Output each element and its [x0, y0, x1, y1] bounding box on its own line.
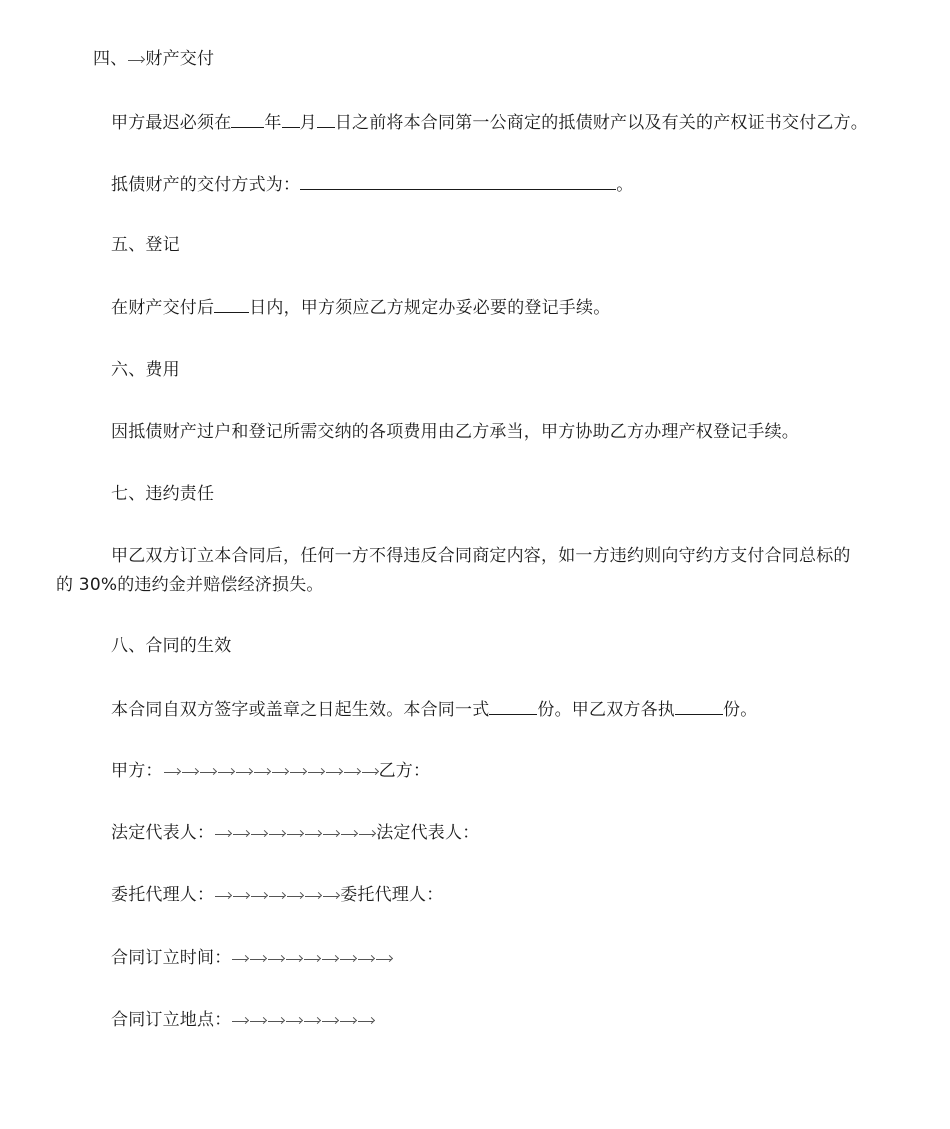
section-4-heading: [93, 47, 214, 71]
tab-arrow-icon: [343, 766, 361, 776]
tab-arrow-icon: [357, 1015, 375, 1025]
tab-arrow-icon: [304, 890, 322, 900]
text-segment: 月: [299, 113, 317, 133]
representative-signature-line: [111, 821, 479, 845]
text-segment: 本合同自双方签字或盖章之日起生效。本合同一式: [111, 700, 490, 720]
text-segment: 份。甲乙双方各执: [537, 700, 676, 720]
days-blank: [214, 295, 249, 313]
section-6-heading: 六、费用: [111, 360, 180, 380]
tab-arrow-icon: [232, 828, 250, 838]
tab-arrow-icon: [163, 766, 181, 776]
fees-paragraph: 因抵债财产过户和登记所需交纳的各项费用由乙方承当，甲方协助乙方办理产权登记手续。: [111, 422, 799, 442]
tab-arrow-icon: [289, 766, 307, 776]
tab-arrow-icon: [235, 766, 253, 776]
text-segment: 在财产交付后: [111, 298, 215, 318]
tab-arrow-icon: [217, 766, 235, 776]
tab-arrows-icon: [231, 946, 393, 970]
agent-b-label: 委托代理人：: [340, 885, 444, 905]
agent-signature-line: [111, 883, 443, 907]
tab-arrow-icon: [127, 47, 145, 71]
tab-arrow-icon: [303, 953, 321, 963]
tab-arrow-icon: [214, 890, 232, 900]
delivery-method-paragraph: [111, 172, 633, 197]
signing-time-label: 合同订立时间：: [111, 948, 232, 968]
signing-place-label: 合同订立地点：: [111, 1010, 232, 1030]
tab-arrow-icon: [361, 766, 379, 776]
tab-arrow-icon: [232, 890, 250, 900]
tab-arrow-icon: [321, 953, 339, 963]
copies-blank: [489, 697, 537, 715]
tab-arrows-icon: [231, 1008, 375, 1032]
section-7-heading: 七、违约责任: [111, 484, 215, 504]
tab-arrow-icon: [357, 953, 375, 963]
tab-arrow-icon: [267, 1015, 285, 1025]
tab-arrows-icon: [214, 883, 340, 907]
party-b-label: 乙方：: [378, 761, 431, 781]
agent-a-label: 委托代理人：: [111, 885, 215, 905]
tab-arrow-icon: [286, 828, 304, 838]
section-4-title: 财产交付: [145, 49, 215, 69]
tab-arrow-icon: [271, 766, 289, 776]
breach-paragraph-line-2: 的 30%的违约金并赔偿经济损失。: [56, 575, 324, 595]
tab-arrow-icon: [231, 1015, 249, 1025]
each-copies-blank: [675, 697, 723, 715]
text-segment: 年: [264, 113, 282, 133]
tab-arrow-icon: [250, 890, 268, 900]
section-5-heading: 五、登记: [111, 235, 180, 255]
breach-paragraph-line-1: 甲乙双方订立本合同后，任何一方不得违反合同商定内容，如一方违约则向守约方支付合同总标的: [111, 546, 851, 566]
delivery-deadline-paragraph: [111, 110, 868, 135]
tab-arrow-icon: [267, 953, 285, 963]
rep-a-label: 法定代表人：: [111, 823, 215, 843]
text-segment: 甲方最迟必须在: [111, 113, 232, 133]
tab-arrow-icon: [249, 953, 267, 963]
tab-arrows-icon: [163, 759, 379, 783]
tab-arrow-icon: [285, 953, 303, 963]
tab-arrow-icon: [231, 953, 249, 963]
tab-arrow-icon: [268, 828, 286, 838]
tab-arrow-icon: [307, 766, 325, 776]
tab-arrow-icon: [340, 828, 358, 838]
text-segment: 日内，甲方须应乙方规定办妥必要的登记手续。: [249, 298, 611, 318]
tab-arrow-icon: [250, 828, 268, 838]
section-8-heading: 八、合同的生效: [111, 636, 232, 656]
month-blank: [282, 110, 300, 128]
text-segment: 。: [616, 175, 634, 195]
tab-arrow-icon: [286, 890, 304, 900]
tab-arrow-icon: [214, 828, 232, 838]
text-segment: 日之前将本合同第一公商定的抵债财产以及有关的产权证书交付乙方。: [334, 113, 869, 133]
tab-arrow-icon: [199, 766, 217, 776]
tab-arrow-icon: [181, 766, 199, 776]
rep-b-label: 法定代表人：: [376, 823, 480, 843]
tab-arrow-icon: [339, 1015, 357, 1025]
tab-arrow-icon: [285, 1015, 303, 1025]
signing-place-line: [111, 1008, 375, 1032]
tab-arrow-icon: [375, 953, 393, 963]
delivery-method-blank: [300, 172, 616, 190]
tab-arrow-icon: [325, 766, 343, 776]
tab-arrows-icon: [214, 821, 376, 845]
tab-arrow-icon: [268, 890, 286, 900]
party-signature-line: [111, 759, 430, 783]
tab-arrow-icon: [339, 953, 357, 963]
tab-arrow-icon: [322, 828, 340, 838]
tab-arrow-icon: [321, 1015, 339, 1025]
tab-arrow-icon: [249, 1015, 267, 1025]
tab-arrow-icon: [253, 766, 271, 776]
text-segment: 份。: [723, 700, 758, 720]
effectiveness-paragraph: [111, 697, 757, 722]
year-blank: [231, 110, 264, 128]
party-a-label: 甲方：: [111, 761, 163, 781]
tab-arrow-icon: [322, 890, 340, 900]
tab-arrow-icon: [303, 1015, 321, 1025]
text-segment: 抵债财产的交付方式为：: [111, 175, 301, 195]
section-4-number: 四、: [93, 49, 128, 69]
registration-paragraph: [111, 295, 610, 320]
signing-time-line: [111, 946, 393, 970]
day-blank: [317, 110, 335, 128]
tab-arrow-icon: [304, 828, 322, 838]
tab-arrow-icon: [358, 828, 376, 838]
